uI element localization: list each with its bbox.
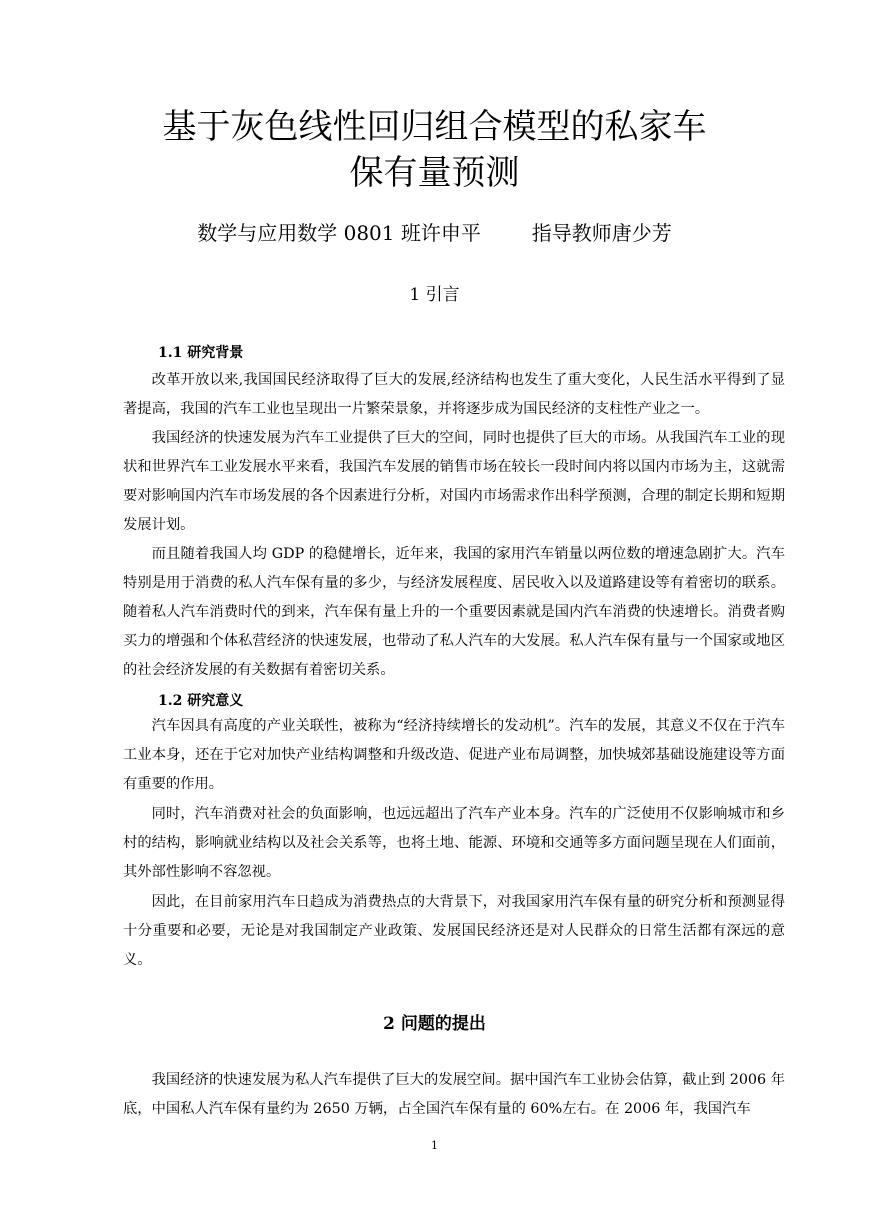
page-number: 1: [431, 1139, 438, 1152]
paper-title-line-1: 基于灰色线性回归组合模型的私家车: [162, 107, 707, 147]
significance-paragraph-2: 同时，汽车消费对社会的负面影响，也远远超出了汽车产业本身。汽车的广泛使用不仅影响城市和乡村的结构，影响就业结构以及社会关系等，也将土地、能源、环境和交通等多方面问题呈现在人们面前，其外部性影响不容忽视。: [123, 806, 785, 880]
subsection-heading-significance: 1.2 研究意义: [158, 693, 244, 709]
paper-title-line-2: 保有量预测: [349, 153, 520, 193]
problem-paragraph-1: 我国经济的快速发展为私人汽车提供了巨大的发展空间。据中国汽车工业协会估算，截止到 2006 年底，中国私人汽车保有量约为 2650 万辆，占全国汽车保有量的 60%左右。在 2006 年，我国汽车: [123, 1072, 785, 1117]
background-paragraph-1: 改革开放以来,我国国民经济取得了巨大的发展,经济结构也发生了重大变化，人民生活水平得到了显著提高，我国的汽车工业也呈现出一片繁荣景象，并将逐步成为国民经济的支柱性产业之一。: [123, 372, 785, 417]
section-heading-introduction: 1 引言: [409, 285, 460, 305]
section-heading-problem: 2 问题的提出: [383, 1014, 486, 1034]
subsection-heading-background: 1.1 研究背景: [158, 345, 244, 361]
background-paragraph-2: 我国经济的快速发展为汽车工业提供了巨大的空间，同时也提供了巨大的市场。从我国汽车工业的现状和世界汽车工业发展水平来看，我国汽车发展的销售市场在较长一段时间内将以国内市场为主，这就需要对影响国内汽车市场发展的各个因素进行分析，对国内市场需求作出科学预测，合理的制定长期和短期发展计划。: [123, 430, 785, 533]
significance-paragraph-1: 汽车因具有高度的产业关联性，被称为“经济持续增长的发动机”。汽车的发展，其意义不仅在于汽车工业本身，还在于它对加快产业结构调整和升级改造、促进产业布局调整，加快城郊基础设施建设等方面有重要的作用。: [123, 718, 785, 792]
background-paragraph-3: 而且随着我国人均 GDP 的稳健增长，近年来，我国的家用汽车销量以两位数的增速急剧扩大。汽车特别是用于消费的私人汽车保有量的多少，与经济发展程度、居民收入以及道路建设等有着密切的联系。随着私人汽车消费时代的到来，汽车保有量上升的一个重要因素就是国内汽车消费的快速增长。消费者购买力的增强和个体私营经济的快速发展，也带动了私人汽车的大发展。私人汽车保有量与一个国家或地区的社会经济发展的有关数据有着密切关系。: [123, 546, 785, 678]
significance-paragraph-3: 因此，在目前家用汽车日趋成为消费热点的大背景下，对我国家用汽车保有量的研究分析和预测显得十分重要和必要，无论是对我国制定产业政策、发展国民经济还是对人民群众的日常生活都有深远的意义。: [123, 894, 785, 968]
author-line: 数学与应用数学 0801 班许申平 指导教师唐少芳: [197, 221, 672, 245]
